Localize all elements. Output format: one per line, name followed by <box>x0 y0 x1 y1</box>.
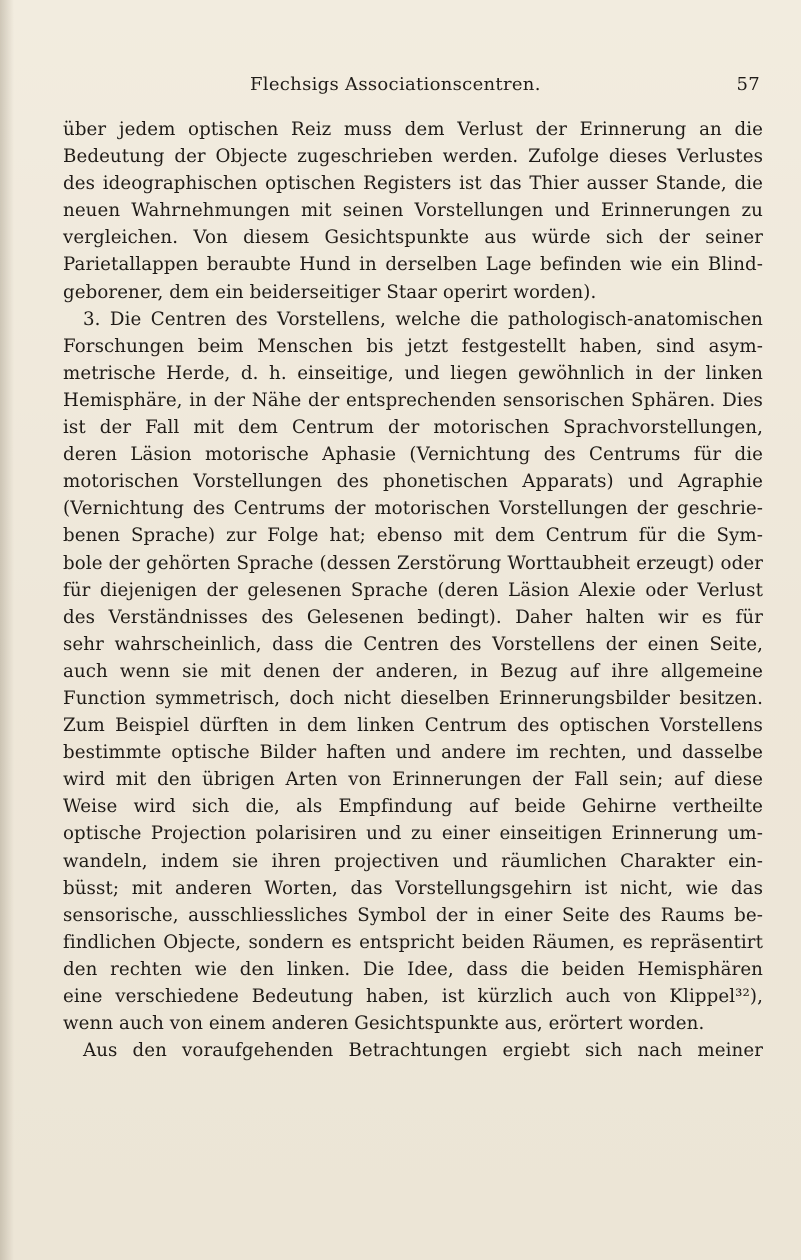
text-line: Bedeutung der Objecte zugeschrieben werden. Zufolge dieses Verlustes <box>63 146 763 168</box>
text-line: metrische Herde, d. h. einseitige, und liegen gewöhnlich in der linken <box>63 362 763 384</box>
text-line: eine verschiedene Bedeutung haben, ist kürzlich auch von Klippel³²), <box>63 986 763 1007</box>
text-line: des ideographischen optischen Registers ist das Thier ausser Stande, die <box>63 173 763 195</box>
text-line: (Vernichtung des Centrums der motorischen Vorstellungen der geschrie- <box>63 498 763 520</box>
page-header <box>250 74 760 98</box>
text-line: motorischen Vorstellungen des phonetischen Apparats) und Agraphie <box>63 471 763 493</box>
page-number: 57 <box>736 74 760 95</box>
text-line: Hemisphäre, in der Nähe der entsprechenden sensorischen Sphären. Dies <box>63 389 763 411</box>
text-line: Weise wird sich die, als Empfindung auf beide Gehirne vertheilte <box>63 796 763 818</box>
text-line: auch wenn sie mit denen der anderen, in Bezug auf ihre allgemeine <box>63 660 763 682</box>
text-line: für diejenigen der gelesenen Sprache (deren Läsion Alexie oder Verlust <box>63 579 763 601</box>
text-line: sensorische, ausschliessliches Symbol der in einer Seite des Raums be- <box>63 904 763 926</box>
text-line: büsst; mit anderen Worten, das Vorstellungsgehirn ist nicht, wie das <box>63 877 763 899</box>
text-line: wandeln, indem sie ihren projectiven und räumlichen Charakter ein- <box>63 850 763 872</box>
page-gutter-shadow <box>0 0 14 1260</box>
text-line: bestimmte optische Bilder haften und andere im rechten, und dasselbe <box>63 742 763 764</box>
text-line: vergleichen. Von diesem Gesichtspunkte aus würde sich der seiner <box>63 227 763 249</box>
text-line: Parietallappen beraubte Hund in derselben Lage befinden wie ein Blind- <box>63 254 763 276</box>
text-line: findlichen Objecte, sondern es entspricht beiden Räumen, es repräsentirt <box>63 931 763 953</box>
text-line: bole der gehörten Sprache (dessen Zerstörung Worttaubheit erzeugt) oder <box>63 552 763 574</box>
text-line: Zum Beispiel dürften in dem linken Centrum des optischen Vorstellens <box>63 715 763 737</box>
text-line: des Verständnisses des Gelesenen bedingt). Daher halten wir es für <box>63 606 763 628</box>
text-line: Forschungen beim Menschen bis jetzt festgestellt haben, sind asym- <box>63 335 763 357</box>
text-line: den rechten wie den linken. Die Idee, dass die beiden Hemisphären <box>63 958 763 980</box>
text-line: sehr wahrscheinlich, dass die Centren des Vorstellens der einen Seite, <box>63 633 763 655</box>
text-line: Function symmetrisch, doch nicht dieselben Erinnerungsbilder besitzen. <box>63 687 763 709</box>
text-line: wenn auch von einem anderen Gesichtspunkte aus, erörtert worden. <box>63 1013 705 1035</box>
running-title: Flechsigs Associationscentren. <box>250 74 541 95</box>
text-line: Aus den voraufgehenden Betrachtungen ergiebt sich nach meiner <box>83 1040 763 1062</box>
text-line: optische Projection polarisiren und zu einer einseitigen Erinnerung um- <box>63 823 763 845</box>
text-line: wird mit den übrigen Arten von Erinnerungen der Fall sein; auf diese <box>63 769 763 791</box>
text-line: 3. Die Centren des Vorstellens, welche die pathologisch-anatomischen <box>83 308 763 330</box>
text-line: geborener, dem ein beiderseitiger Staar operirt worden). <box>63 281 597 303</box>
text-line: deren Läsion motorische Aphasie (Vernichtung des Centrums für die <box>63 444 763 466</box>
body-text <box>63 116 763 1064</box>
text-line: benen Sprache) zur Folge hat; ebenso mit dem Centrum für die Sym- <box>63 525 763 547</box>
text-line: neuen Wahrnehmungen mit seinen Vorstellungen und Erinnerungen zu <box>63 200 763 222</box>
text-line: ist der Fall mit dem Centrum der motorischen Sprachvorstellungen, <box>63 417 763 439</box>
text-line: über jedem optischen Reiz muss dem Verlust der Erinnerung an die <box>63 119 763 140</box>
